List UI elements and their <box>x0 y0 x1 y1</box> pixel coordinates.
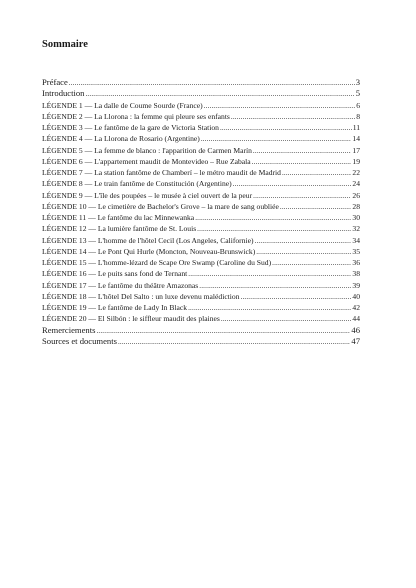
page-title: Sommaire <box>42 39 88 50</box>
toc-entry-label: LÉGENDE 3 — Le fantôme de la gare de Victoria Station <box>42 123 219 132</box>
toc-dot-leader <box>195 213 351 223</box>
toc-entry-label: LÉGENDE 10 — Le cimetière de Bachelor's Grove – la mare de sang oubliée <box>42 201 279 211</box>
toc-entry-page-number: 30 <box>352 213 360 222</box>
toc-entry-label: LÉGENDE 4 — La Llorona de Rosario (Argentine) <box>42 134 200 144</box>
toc-dot-leader <box>256 247 351 257</box>
toc-entry[interactable] <box>42 302 360 313</box>
toc-dot-leader <box>188 269 351 279</box>
toc-entry-label: LÉGENDE 8 — Le train fantôme de Constitución (Argentine) <box>42 179 232 189</box>
toc-entry-page-number: 28 <box>352 201 360 211</box>
toc-entry-page-number: 32 <box>352 224 360 234</box>
toc-entry-page-number: 5 <box>355 88 360 99</box>
toc-entry-label: LÉGENDE 1 — La dalle de Coume Sourde (France) <box>42 100 203 110</box>
toc-entry[interactable] <box>42 122 360 133</box>
toc-entry-page-number: 3 <box>355 77 360 87</box>
toc-dot-leader <box>231 112 355 122</box>
toc-entry-label: LÉGENDE 5 — La femme de blanco : l'apparition de Carmen Marín <box>42 145 252 155</box>
toc-entry[interactable] <box>42 77 360 88</box>
toc-entry-page-number: 46 <box>351 324 360 335</box>
toc-dot-leader <box>282 168 351 178</box>
toc-dot-leader <box>253 146 351 156</box>
toc-entry-page-number: 47 <box>351 335 360 346</box>
toc-entry-label: LÉGENDE 11 — Le fantôme du lac Minnewanka <box>42 213 195 222</box>
toc-dot-leader <box>221 314 352 324</box>
toc-entry-label: Introduction <box>42 88 85 99</box>
toc-entry-label: LÉGENDE 13 — L'homme de l'hôtel Cecil (Los Angeles, Californie) <box>42 235 254 245</box>
toc-entry[interactable] <box>42 178 360 189</box>
toc-entry-page-number: 14 <box>352 134 360 144</box>
toc-entry-page-number: 6 <box>356 100 360 110</box>
toc-entry[interactable] <box>42 336 360 347</box>
toc-entry[interactable] <box>42 313 360 324</box>
toc-entry[interactable] <box>42 257 360 268</box>
toc-dot-leader <box>199 281 351 291</box>
toc-entry-page-number: 34 <box>352 235 360 245</box>
toc-entry[interactable] <box>42 246 360 257</box>
table-of-contents <box>42 77 360 347</box>
toc-entry-page-number: 22 <box>352 168 360 177</box>
toc-entry[interactable] <box>42 167 360 178</box>
toc-dot-leader <box>85 89 354 99</box>
toc-entry[interactable] <box>42 111 360 122</box>
toc-dot-leader <box>204 101 356 111</box>
toc-entry-label: LÉGENDE 2 — La Llorona : la femme qui pleure ses enfants <box>42 111 230 121</box>
toc-entry[interactable] <box>42 280 360 291</box>
toc-entry-label: LÉGENDE 16 — Le puits sans fond de Ternant <box>42 269 188 279</box>
toc-entry-page-number: 24 <box>352 179 360 189</box>
toc-entry-label: LÉGENDE 7 — La station fantôme de Chamberí – le métro maudit de Madrid <box>42 168 281 177</box>
toc-entry-page-number: 40 <box>352 291 360 301</box>
toc-dot-leader <box>69 78 355 88</box>
toc-entry-label: LÉGENDE 20 — El Silbón : le siffleur maudit des plaines <box>42 314 220 324</box>
toc-dot-leader <box>252 157 352 167</box>
toc-dot-leader <box>255 236 352 246</box>
toc-dot-leader <box>197 224 351 234</box>
toc-entry-label: Sources et documents <box>42 335 117 346</box>
toc-entry[interactable] <box>42 100 360 111</box>
toc-entry-label: LÉGENDE 6 — L'appartement maudit de Montevideo – Rue Zabala <box>42 156 251 166</box>
toc-entry-page-number: 17 <box>352 145 360 155</box>
toc-entry[interactable] <box>42 145 360 156</box>
toc-entry-label: LÉGENDE 19 — Le fantôme de Lady In Black <box>42 303 188 312</box>
toc-entry[interactable] <box>42 190 360 201</box>
toc-entry-label: LÉGENDE 15 — L'homme-lézard de Scape Ore Swamp (Caroline du Sud) <box>42 258 272 267</box>
toc-entry[interactable] <box>42 88 360 99</box>
toc-entry[interactable] <box>42 156 360 167</box>
toc-dot-leader <box>280 202 352 212</box>
toc-entry-label: LÉGENDE 9 — L'île des poupées – le musée à ciel ouvert de la peur <box>42 190 253 200</box>
toc-dot-leader <box>96 326 350 336</box>
toc-dot-leader <box>253 191 351 201</box>
toc-entry-page-number: 8 <box>356 111 360 121</box>
toc-dot-leader <box>201 134 352 144</box>
toc-entry-label: LÉGENDE 12 — La lumière fantôme de St. Louis <box>42 224 197 234</box>
toc-entry-label: Préface <box>42 77 68 87</box>
toc-dot-leader <box>233 179 352 189</box>
toc-entry-page-number: 39 <box>352 280 360 290</box>
toc-entry[interactable] <box>42 268 360 279</box>
toc-dot-leader <box>220 123 352 133</box>
toc-entry[interactable] <box>42 133 360 144</box>
toc-entry-page-number: 26 <box>352 190 360 200</box>
toc-dot-leader <box>118 337 350 347</box>
toc-entry-label: LÉGENDE 14 — Le Pont Qui Hurle (Moncton, Nouveau-Brunswick) <box>42 246 256 256</box>
toc-entry[interactable] <box>42 291 360 302</box>
toc-entry-label: LÉGENDE 18 — L'hôtel Del Salto : un luxe devenu malédiction <box>42 291 240 301</box>
toc-entry[interactable] <box>42 201 360 212</box>
toc-entry-label: Remerciements <box>42 324 96 335</box>
toc-entry-label: LÉGENDE 17 — Le fantôme du théâtre Amazonas <box>42 280 199 290</box>
toc-dot-leader <box>188 303 351 313</box>
toc-entry-page-number: 35 <box>352 246 360 256</box>
toc-entry[interactable] <box>42 212 360 223</box>
toc-entry-page-number: 11 <box>352 123 360 132</box>
toc-entry[interactable] <box>42 223 360 234</box>
toc-entry-page-number: 38 <box>352 269 360 279</box>
toc-dot-leader <box>241 292 352 302</box>
toc-entry[interactable] <box>42 325 360 336</box>
toc-entry-page-number: 36 <box>352 258 360 267</box>
toc-entry[interactable] <box>42 235 360 246</box>
toc-entry-page-number: 19 <box>352 156 360 166</box>
toc-entry-page-number: 44 <box>352 314 360 324</box>
toc-entry-page-number: 42 <box>352 303 360 312</box>
toc-dot-leader <box>272 258 351 268</box>
